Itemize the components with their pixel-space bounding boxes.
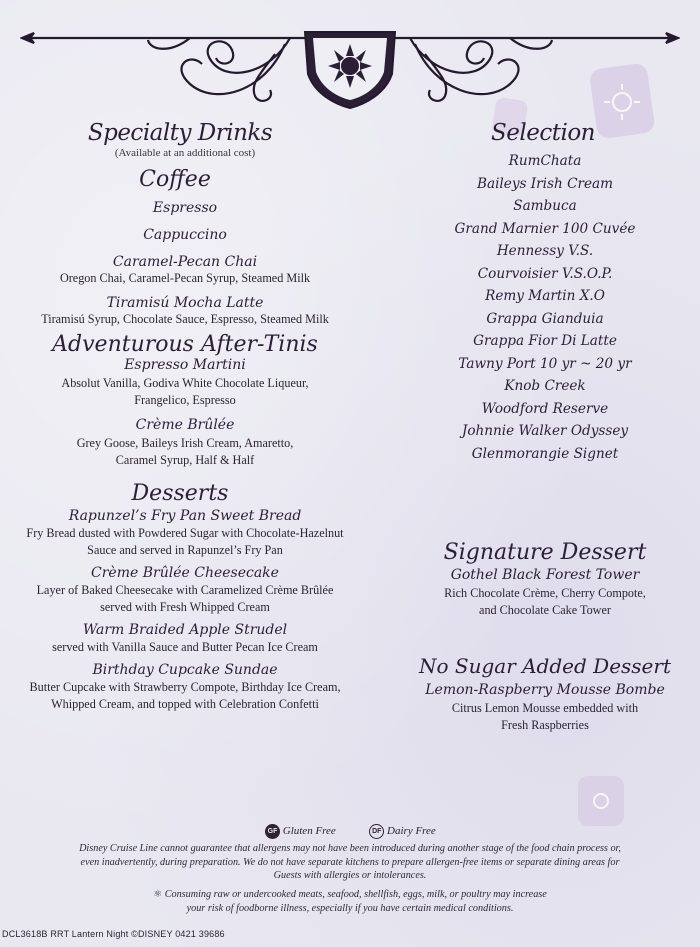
- warning-line: Consuming raw or undercooked meats, seafood, shellfish, eggs, milk, or poultry may increase: [164, 889, 547, 900]
- coffee-heading: Coffee: [139, 167, 211, 192]
- menu-item-name: Tiramisú Mocha Latte: [106, 295, 264, 311]
- selection-heading: Selection: [491, 120, 595, 146]
- list-item: Grappa Gianduia: [486, 310, 604, 327]
- signature-dessert-section: [395, 540, 695, 619]
- sun-crest-ornament: [20, 14, 680, 114]
- availability-note: (Available at an additional cost): [114, 147, 256, 159]
- menu-item-name: Birthday Cupcake Sundae: [92, 662, 278, 678]
- menu-item-name: Caramel-Pecan Chai: [112, 254, 258, 270]
- selection-list: [395, 150, 695, 465]
- list-item: Remy Martin X.O: [485, 288, 605, 304]
- disclaimer-line: Disney Cruise Line cannot guarantee that allergens may not have been introduced during another stage of the food chain process or,: [79, 843, 621, 854]
- list-item: Knob Creek: [504, 378, 586, 394]
- allergen-legend: [265, 824, 436, 839]
- left-column: [0, 120, 370, 713]
- menu-item-description: served with Fresh Whipped Cream: [100, 600, 270, 614]
- raw-food-warning: [50, 888, 650, 915]
- menu-item-name: Warm Braided Apple Strudel: [82, 622, 288, 638]
- warning-line: your risk of foodborne illness, especially if you have certain medical conditions.: [186, 902, 514, 914]
- menu-item-description: Grey Goose, Baileys Irish Cream, Amaretto,: [76, 436, 294, 450]
- no-sugar-dessert-section: [385, 654, 700, 734]
- list-item: Grand Marnier 100 Cuvée: [454, 220, 636, 237]
- allergen-disclaimer: [50, 842, 650, 883]
- menu-item-description: Rich Chocolate Crème, Cherry Compote,: [444, 586, 646, 600]
- menu-item-description: and Chocolate Cake Tower: [479, 603, 611, 617]
- menu-item-description: Absolut Vanilla, Godiva White Chocolate Liqueur,: [61, 376, 309, 390]
- right-column: [395, 120, 695, 465]
- menu-item-description: Butter Cupcake with Strawberry Compote, Birthday Ice Cream,: [29, 680, 341, 694]
- list-item: Woodford Reserve: [481, 400, 609, 417]
- list-item: Grappa Fior Di Latte: [473, 333, 617, 349]
- list-item: Hennessy V.S.: [496, 243, 594, 259]
- lantern-decoration-bottom: [572, 772, 632, 832]
- print-code-footer: DCL3618B RRT Lantern Night ©DISNEY 0421 39686: [2, 929, 225, 939]
- list-item: Glenmorangie Signet: [471, 445, 619, 462]
- menu-item-description: Tiramisú Syrup, Chocolate Sauce, Espresso, Steamed Milk: [41, 312, 329, 326]
- after-tinis-heading: Adventurous After-Tinis: [52, 332, 318, 357]
- disclaimer-line: Guests with allergies or intolerances.: [273, 870, 427, 881]
- gluten-free-label: Gluten Free: [282, 825, 336, 838]
- menu-item-description: Fry Bread dusted with Powdered Sugar with Chocolate-Hazelnut: [26, 526, 344, 540]
- list-item: Tawny Port 10 yr ~ 20 yr: [458, 355, 632, 372]
- dairy-free-icon: DF: [369, 824, 384, 839]
- desserts-heading: Desserts: [131, 481, 229, 506]
- specialty-drinks-heading: Specialty Drinks: [87, 120, 273, 146]
- menu-item-description: Fresh Raspberries: [501, 718, 589, 732]
- menu-item-name: Crème Brûlée Cheesecake: [91, 565, 279, 581]
- menu-item-name: Rapunzel’s Fry Pan Sweet Bread: [68, 508, 302, 524]
- menu-item-description: Sauce and served in Rapunzel’s Fry Pan: [87, 543, 283, 557]
- menu-item-description: Citrus Lemon Mousse embedded with: [451, 701, 639, 715]
- menu-item-name: Cappuccino: [143, 227, 227, 243]
- no-sugar-dessert-heading: No Sugar Added Dessert: [418, 654, 671, 678]
- menu-item-description: Caramel Syrup, Half & Half: [115, 453, 255, 467]
- list-item: Baileys Irish Cream: [476, 175, 614, 192]
- disclaimer-line: even inadvertently, during preparation. We do not have separate kitchens to prepare allergen-free items or separate dining areas for: [80, 856, 620, 868]
- menu-item-name: Espresso Martini: [124, 357, 246, 373]
- menu-item-description: Layer of Baked Cheesecake with Caramelized Crème Brûlée: [36, 583, 334, 597]
- menu-item-name: Espresso: [152, 200, 218, 216]
- menu-item-name: Crème Brûlée: [135, 417, 235, 433]
- list-item: Sambuca: [513, 198, 577, 214]
- menu-item-description: Frangelico, Espresso: [134, 393, 236, 407]
- menu-item-name: Gothel Black Forest Tower: [450, 567, 640, 583]
- dairy-free-label: Dairy Free: [387, 825, 436, 838]
- signature-dessert-heading: Signature Dessert: [443, 540, 647, 565]
- menu-item-description: Whipped Cream, and topped with Celebration Confetti: [51, 697, 319, 711]
- list-item: Courvoisier V.S.O.P.: [477, 265, 613, 282]
- menu-item-description: Oregon Chai, Caramel-Pecan Syrup, Steamed Milk: [59, 271, 311, 285]
- list-item: RumChata: [508, 153, 582, 169]
- menu-item-name: Lemon-Raspberry Mousse Bombe: [425, 682, 665, 698]
- menu-item-description: served with Vanilla Sauce and Butter Pecan Ice Cream: [52, 640, 318, 654]
- warning-icon: ⚛: [153, 889, 163, 900]
- gluten-free-icon: GF: [265, 824, 280, 839]
- list-item: Johnnie Walker Odyssey: [461, 423, 629, 439]
